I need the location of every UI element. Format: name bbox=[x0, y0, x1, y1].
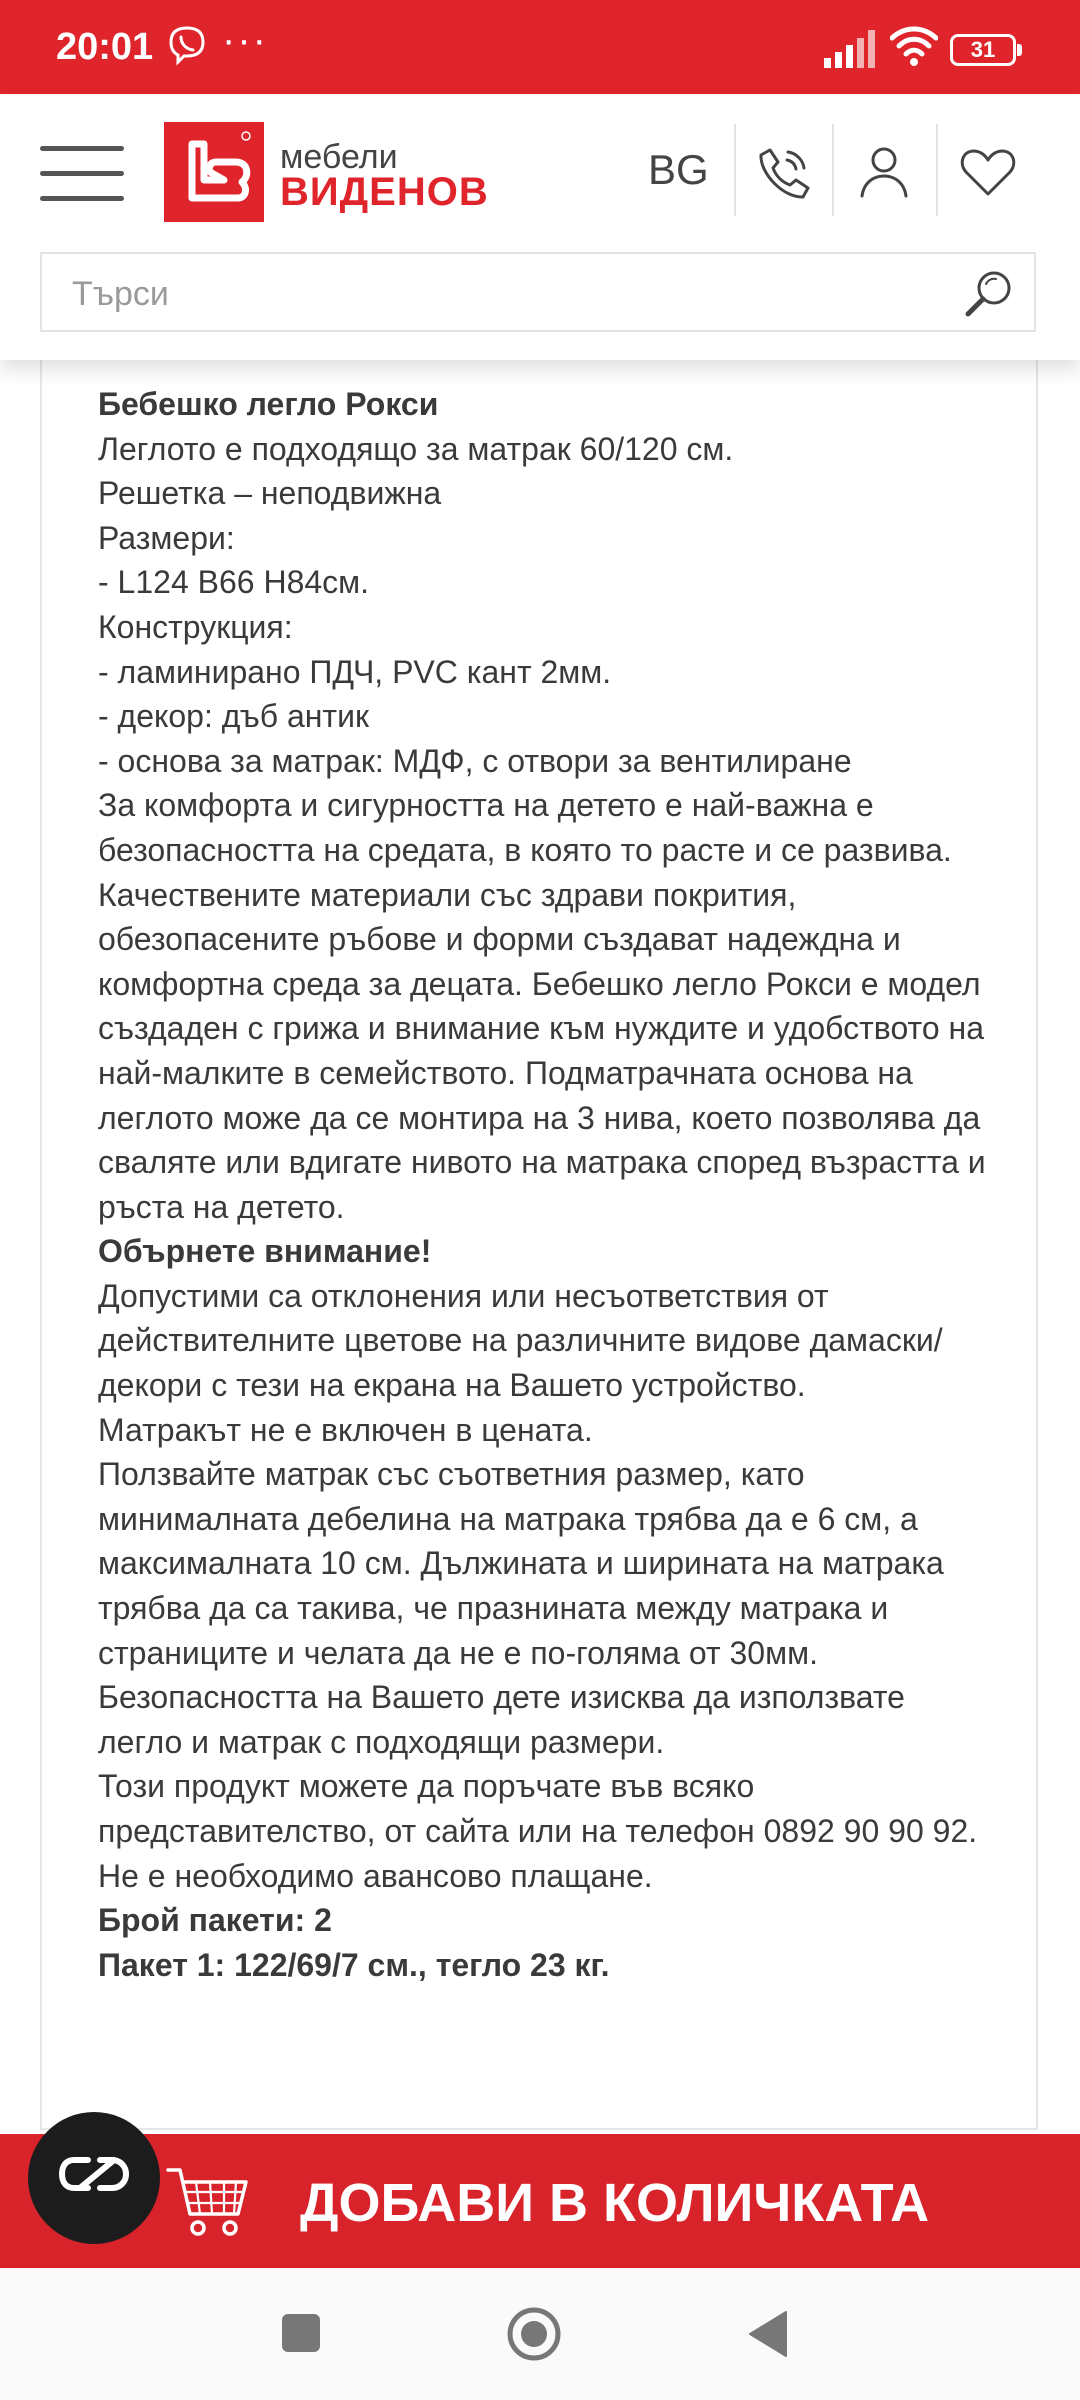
battery-level: 31 bbox=[970, 37, 996, 62]
description-paragraph: Безопасността на Вашето дете изисква да използвате легло и матрак с подходящи размери. bbox=[98, 1679, 905, 1760]
system-nav-bar bbox=[0, 2268, 1080, 2400]
search-bar bbox=[40, 252, 1036, 332]
recents-icon[interactable] bbox=[282, 2314, 320, 2352]
signal-icon bbox=[824, 30, 880, 68]
user-icon[interactable] bbox=[852, 140, 916, 204]
heart-icon[interactable] bbox=[956, 140, 1020, 204]
add-to-cart-label: ДОБАВИ В КОЛИЧКАТА bbox=[300, 2173, 930, 2233]
spec-label: Размери: bbox=[98, 519, 235, 556]
header-divider bbox=[832, 124, 834, 216]
package-info: Пакет 1: 122/69/7 см., тегло 23 кг. bbox=[98, 1946, 610, 1983]
logo-mark[interactable] bbox=[164, 122, 264, 222]
product-title: Бебешко легло Рокси bbox=[98, 386, 439, 422]
chat-button[interactable] bbox=[28, 2112, 160, 2244]
description-paragraph: Ползвайте матрак със съответния размер, като минималната дебелина на матрака трябва да е 6 см, а максималната 10 см. Дължината и ширината на матрака трябва да са такива, че празнината между матрака и страниците и челата да не е по-голяма от 30мм. bbox=[98, 1456, 944, 1671]
language-selector[interactable]: BG bbox=[648, 146, 709, 193]
description-paragraph: За комфорта и сигурността на детето е най-важна е безопасността на средата, в която то расте и се развива. Качествените материали със здрави покрития, обезопасените ръбове и форми създават надеждна и комфортна среда за децата. Бебешко легло Рокси е модел създаден с грижа и внимание към нуждите и удобството на най-малките в семейството. Подматрачната основа на леглото може да се монтира на 3 нива, което позволява да сваляте или вдигате нивото на матрака според възрастта и ръста на детето. bbox=[98, 787, 986, 1225]
description-paragraph: Матракът не е включен в цената. bbox=[98, 1411, 593, 1448]
logo-text-bottom[interactable]: ВИДЕНОВ bbox=[280, 170, 489, 214]
wifi-icon bbox=[890, 24, 938, 68]
viber-icon bbox=[166, 24, 208, 66]
add-to-cart-button[interactable] bbox=[0, 2134, 1080, 2268]
status-time: 20:01 bbox=[56, 26, 154, 68]
status-bar bbox=[0, 0, 1080, 94]
spec-line: Леглото е подходящо за матрак 60/120 см. bbox=[98, 430, 734, 467]
header-divider bbox=[936, 124, 938, 216]
spec-line: - L124 B66 H84см. bbox=[98, 564, 370, 601]
back-icon[interactable] bbox=[748, 2310, 788, 2358]
battery-icon bbox=[950, 34, 1016, 66]
attention-heading: Обърнете внимание! bbox=[98, 1233, 432, 1270]
home-icon[interactable] bbox=[506, 2306, 562, 2362]
logo-text-top[interactable]: мебели bbox=[280, 138, 398, 176]
chat-icon bbox=[58, 2152, 130, 2204]
menu-icon[interactable] bbox=[40, 146, 124, 202]
spec-line: - основа за матрак: МДФ, с отвори за вентилиране bbox=[98, 742, 852, 779]
description-paragraph: Този продукт можете да поръчате във всяко представителство, от сайта или на телефон 0892 90 90 92. Не е необходимо авансово плащане. bbox=[98, 1768, 978, 1894]
logo-icon bbox=[164, 122, 264, 222]
packages-count: Брой пакети: 2 bbox=[98, 1902, 332, 1939]
spec-line: Решетка – неподвижна bbox=[98, 475, 442, 512]
spec-label: Конструкция: bbox=[98, 608, 293, 645]
spec-line: - декор: дъб антик bbox=[98, 698, 369, 735]
site-header bbox=[0, 94, 1080, 360]
status-more-dots: ··· bbox=[222, 18, 268, 62]
cart-icon bbox=[166, 2162, 250, 2242]
search-input[interactable] bbox=[70, 268, 954, 320]
product-description bbox=[98, 382, 998, 1987]
search-icon[interactable] bbox=[962, 266, 1018, 322]
header-divider bbox=[734, 124, 736, 216]
description-paragraph: Допустими са отклонения или несъответствия от действителните цветове на различните видове дамаски/декори с тези на екрана на Вашето устройство. bbox=[98, 1277, 943, 1404]
spec-line: - ламинирано ПДЧ, PVC кант 2мм. bbox=[98, 653, 612, 690]
phone-icon[interactable] bbox=[752, 140, 816, 204]
